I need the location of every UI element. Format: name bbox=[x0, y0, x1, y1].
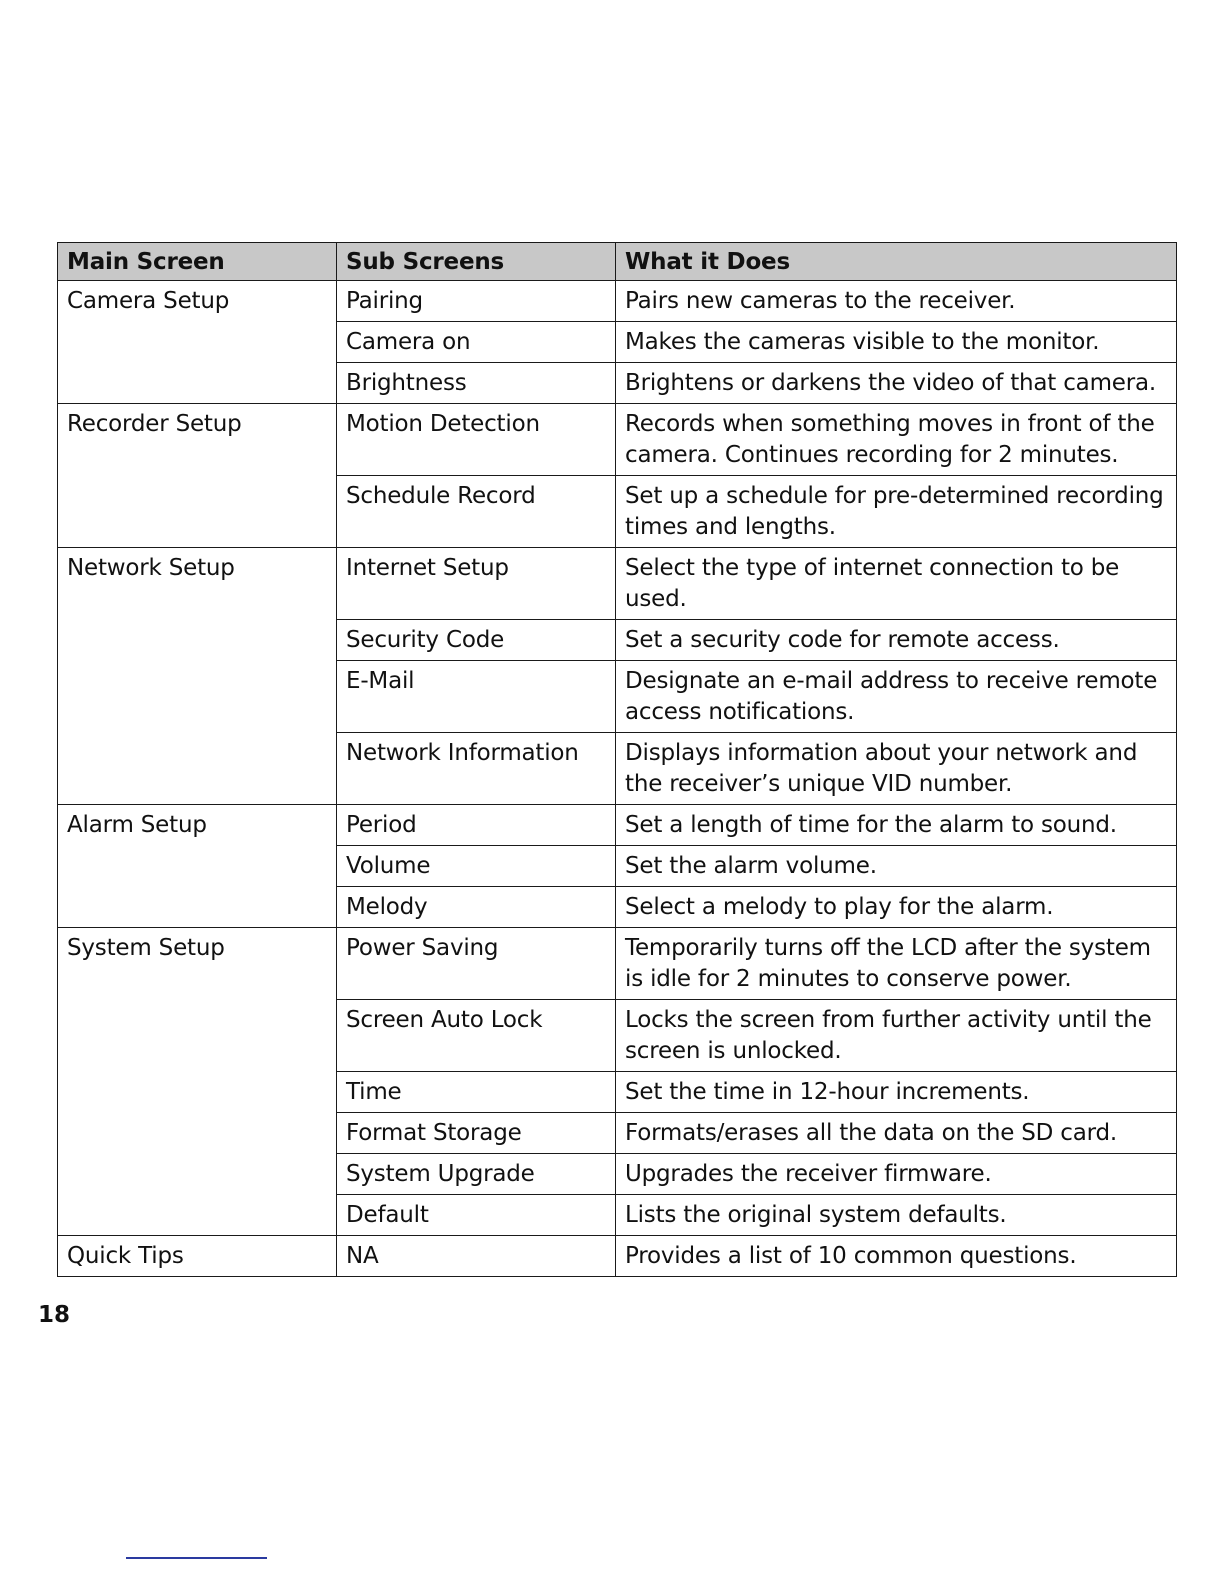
sub-screen-cell: Period bbox=[337, 805, 616, 846]
table-body bbox=[58, 281, 1177, 1277]
sub-screen-cell: NA bbox=[337, 1236, 616, 1277]
description-cell: Set the alarm volume. bbox=[616, 846, 1177, 887]
sub-screen-cell: Format Storage bbox=[337, 1113, 616, 1154]
main-screen-cell: Camera Setup bbox=[58, 281, 337, 404]
sub-screen-cell: Volume bbox=[337, 846, 616, 887]
description-cell: Set up a schedule for pre-determined recording times and lengths. bbox=[616, 476, 1177, 548]
page-number: 18 bbox=[38, 1302, 71, 1328]
description-cell: Brightens or darkens the video of that camera. bbox=[616, 363, 1177, 404]
table-row bbox=[58, 928, 1177, 1000]
description-cell: Provides a list of 10 common questions. bbox=[616, 1236, 1177, 1277]
header-what-it-does: What it Does bbox=[616, 243, 1177, 281]
sub-screen-cell: Screen Auto Lock bbox=[337, 1000, 616, 1072]
table-row bbox=[58, 1236, 1177, 1277]
table-row bbox=[58, 281, 1177, 322]
sub-screen-cell: Network Information bbox=[337, 733, 616, 805]
description-cell: Select a melody to play for the alarm. bbox=[616, 887, 1177, 928]
description-cell: Set the time in 12-hour increments. bbox=[616, 1072, 1177, 1113]
description-cell: Makes the cameras visible to the monitor. bbox=[616, 322, 1177, 363]
sub-screen-cell: Pairing bbox=[337, 281, 616, 322]
sub-screen-cell: Camera on bbox=[337, 322, 616, 363]
main-screen-cell: Quick Tips bbox=[58, 1236, 337, 1277]
sub-screen-cell: System Upgrade bbox=[337, 1154, 616, 1195]
description-cell: Pairs new cameras to the receiver. bbox=[616, 281, 1177, 322]
table-header-row bbox=[58, 243, 1177, 281]
sub-screen-cell: Melody bbox=[337, 887, 616, 928]
main-screen-cell: Alarm Setup bbox=[58, 805, 337, 928]
description-cell: Temporarily turns off the LCD after the system is idle for 2 minutes to conserve power. bbox=[616, 928, 1177, 1000]
description-cell: Designate an e-mail address to receive remote access notifications. bbox=[616, 661, 1177, 733]
description-cell: Records when something moves in front of the camera. Continues recording for 2 minutes. bbox=[616, 404, 1177, 476]
main-screen-cell: Network Setup bbox=[58, 548, 337, 805]
sub-screen-cell: E-Mail bbox=[337, 661, 616, 733]
description-cell: Set a security code for remote access. bbox=[616, 620, 1177, 661]
description-cell: Set a length of time for the alarm to sound. bbox=[616, 805, 1177, 846]
header-main-screen: Main Screen bbox=[58, 243, 337, 281]
sub-screen-cell: Motion Detection bbox=[337, 404, 616, 476]
main-screen-cell: System Setup bbox=[58, 928, 337, 1236]
description-cell: Upgrades the receiver firmware. bbox=[616, 1154, 1177, 1195]
sub-screen-cell: Time bbox=[337, 1072, 616, 1113]
description-cell: Lists the original system defaults. bbox=[616, 1195, 1177, 1236]
description-cell: Locks the screen from further activity until the screen is unlocked. bbox=[616, 1000, 1177, 1072]
table-row bbox=[58, 548, 1177, 620]
description-cell: Select the type of internet connection to be used. bbox=[616, 548, 1177, 620]
sub-screen-cell: Internet Setup bbox=[337, 548, 616, 620]
description-cell: Formats/erases all the data on the SD card. bbox=[616, 1113, 1177, 1154]
header-sub-screens: Sub Screens bbox=[337, 243, 616, 281]
menu-reference-table bbox=[57, 242, 1177, 1277]
footer-rule bbox=[126, 1557, 267, 1559]
table-row bbox=[58, 805, 1177, 846]
sub-screen-cell: Schedule Record bbox=[337, 476, 616, 548]
sub-screen-cell: Power Saving bbox=[337, 928, 616, 1000]
table-row bbox=[58, 404, 1177, 476]
main-screen-cell: Recorder Setup bbox=[58, 404, 337, 548]
sub-screen-cell: Default bbox=[337, 1195, 616, 1236]
description-cell: Displays information about your network and the receiver’s unique VID number. bbox=[616, 733, 1177, 805]
sub-screen-cell: Security Code bbox=[337, 620, 616, 661]
sub-screen-cell: Brightness bbox=[337, 363, 616, 404]
